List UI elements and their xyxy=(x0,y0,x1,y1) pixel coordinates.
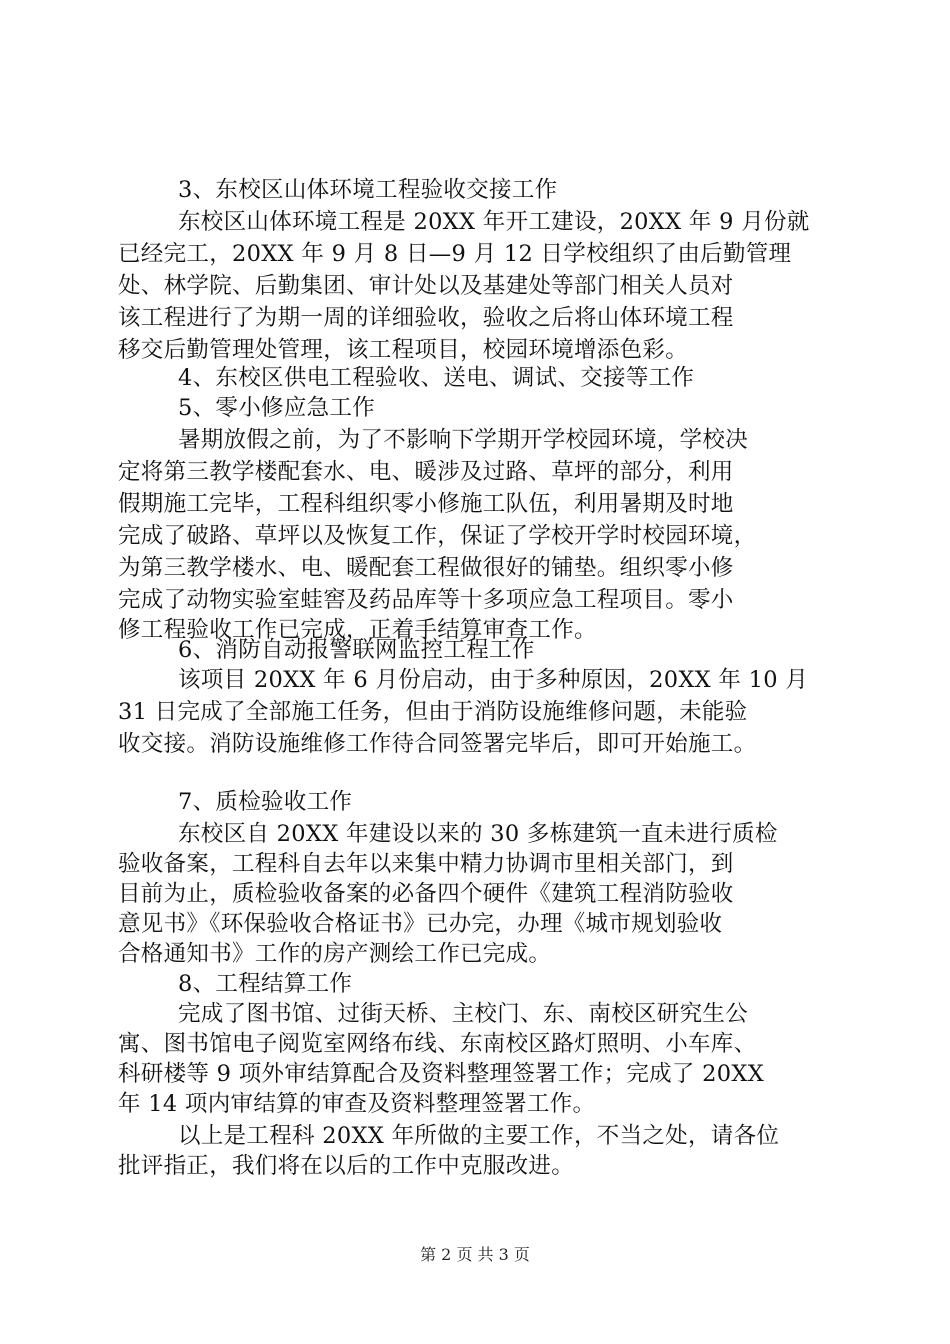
paragraph-line: 暑期放假之前，为了不影响下学期开学校园环境，学校决 xyxy=(178,427,749,453)
paragraph-line: 该工程进行了为期一周的详细验收，验收之后将山体环境工程 xyxy=(118,305,734,331)
paragraph-line: 完成了图书馆、过街天桥、主校门、东、南校区研究生公 xyxy=(178,1001,749,1027)
section-heading-4: 4、东校区供电工程验收、送电、调试、交接等工作 xyxy=(178,365,695,391)
paragraph-line: 东校区山体环境工程是 20XX 年开工建设，20XX 年 9 月份就 xyxy=(178,209,810,235)
paragraph-line: 科研楼等 9 项外审结算配合及资料整理签署工作；完成了 20XX xyxy=(118,1061,765,1087)
paragraph-line: 以上是工程科 20XX 年所做的主要工作，不当之处，请各位 xyxy=(178,1123,780,1149)
paragraph-line: 定将第三教学楼配套水、电、暖涉及过路、草坪的部分，利用 xyxy=(118,459,734,485)
paragraph-line: 合格通知书》工作的房产测绘工作已完成。 xyxy=(118,941,552,967)
paragraph-line: 移交后勤管理处管理，该工程项目，校园环境增添色彩。 xyxy=(118,337,689,363)
paragraph-line: 年 14 项内审结算的审查及资料整理签署工作。 xyxy=(118,1091,596,1117)
page-footer: 第 2 页 共 3 页 xyxy=(420,1245,530,1264)
paragraph-line: 该项目 20XX 年 6 月份启动，由于多种原因，20XX 年 10 月 xyxy=(178,667,809,693)
paragraph-line: 东校区自 20XX 年建设以来的 30 多栋建筑一直未进行质检 xyxy=(178,821,778,847)
section-heading-3: 3、东校区山体环境工程验收交接工作 xyxy=(178,177,558,203)
paragraph-line: 目前为止，质检验收备案的必备四个硬件《建筑工程消防验收 xyxy=(118,881,734,907)
paragraph-line: 完成了动物实验室蛙窖及药品库等十多项应急工程项目。零小 xyxy=(118,587,734,613)
paragraph-line: 完成了破路、草坪以及恢复工作，保证了学校开学时校园环境， xyxy=(118,523,757,549)
paragraph-line: 修工程验收工作已完成，正着手结算审查工作。 xyxy=(118,617,597,643)
paragraph-line: 31 日完成了全部施工任务，但由于消防设施维修问题，未能验 xyxy=(118,699,748,725)
paragraph-line: 意见书》《环保验收合格证书》已办完，办理《城市规划验收 xyxy=(118,911,723,937)
paragraph-line: 验收备案，工程科自去年以来集中精力协调市里相关部门，到 xyxy=(118,851,734,877)
paragraph-line: 为第三教学楼水、电、暖配套工程做很好的铺垫。组织零小修 xyxy=(118,555,734,581)
paragraph-line: 批评指正，我们将在以后的工作中克服改进。 xyxy=(118,1153,575,1179)
paragraph-line: 收交接。消防设施维修工作待合同签署完毕后，即可开始施工。 xyxy=(118,731,757,757)
section-heading-8: 8、工程结算工作 xyxy=(178,971,353,997)
paragraph-line: 已经完工，20XX 年 9 月 8 日—9 月 12 日学校组织了由后勤管理 xyxy=(118,241,792,267)
section-heading-5: 5、零小修应急工作 xyxy=(178,395,376,421)
paragraph-line: 处、林学院、后勤集团、审计处以及基建处等部门相关人员对 xyxy=(118,273,734,299)
section-heading-7: 7、质检验收工作 xyxy=(178,789,353,815)
paragraph-line: 寓、图书馆电子阅览室网络布线、东南校区路灯照明、小车库、 xyxy=(118,1031,757,1057)
paragraph-line: 假期施工完毕，工程科组织零小修施工队伍，利用暑期及时地 xyxy=(118,491,734,517)
section-heading-6: 6、消防自动报警联网监控工程工作 xyxy=(178,637,535,663)
